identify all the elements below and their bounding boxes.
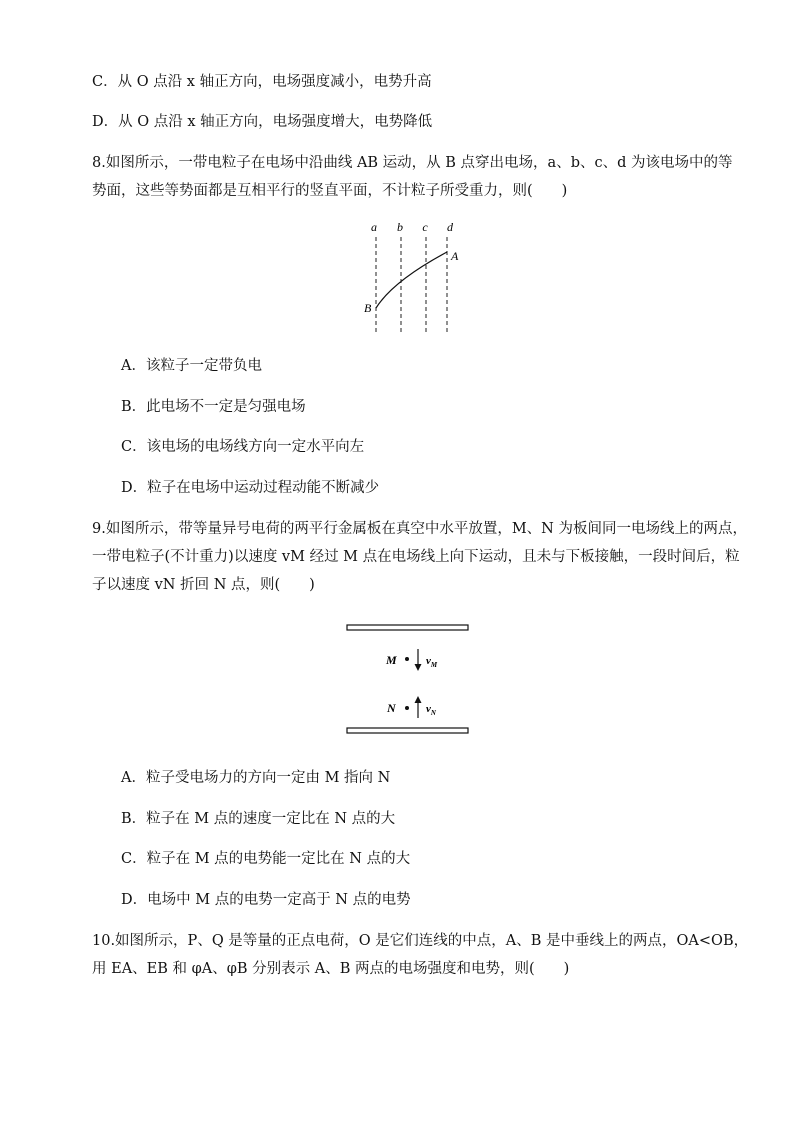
q8-point-a-label: A	[451, 249, 459, 263]
q8-option-c: C．该电场的电场线方向一定水平向左	[121, 439, 365, 455]
q9-stem-line1: 9.如图所示，带等量异号电荷的两平行金属板在真空中水平放置，M、N 为板间同一电场线上的两点，	[92, 521, 747, 537]
q9-vm-label: $v_M$	[426, 655, 438, 669]
q9-option-d: D．电场中 M 点的电势一定高于 N 点的电势	[121, 892, 411, 908]
q8-plane-label-d: d	[447, 220, 453, 234]
q8-plane-label-a: a	[371, 220, 377, 234]
q9-option-c: C．粒子在 M 点的电势能一定比在 N 点的大	[121, 851, 411, 867]
q8-stem-line1: 8.如图所示，一带电粒子在电场中沿曲线 AB 运动，从 B 点穿出电场，a、b、c、d 为该电场中的等	[92, 155, 733, 171]
q9-vn-label: $v_N$	[426, 703, 436, 717]
q9-point-n-label: N	[387, 701, 396, 715]
q9-vm-arrowhead	[415, 664, 422, 671]
q9-upper-plate	[347, 625, 468, 630]
q8-option-b: B．此电场不一定是匀强电场	[121, 399, 306, 415]
q10-stem-line1: 10.如图所示，P、Q 是等量的正点电荷，O 是它们连线的中点，A、B 是中垂线上的两点，OA<OB，	[92, 933, 749, 949]
q9-figure	[340, 620, 475, 740]
q8-trajectory-curve	[376, 252, 447, 308]
q8-plane-label-b: b	[397, 220, 403, 234]
q7-option-d: D．从 O 点沿 x 轴正方向，电场强度增大，电势降低	[92, 114, 433, 130]
q8-point-b-label: B	[364, 301, 372, 315]
q9-point-m-dot	[405, 657, 409, 661]
q8-plane-label-c: c	[422, 220, 428, 234]
q8-stem-line2: 势面，这些等势面都是互相平行的竖直平面，不计粒子所受重力，则( )	[92, 183, 568, 199]
q9-vn-arrowhead	[415, 696, 422, 703]
q9-lower-plate	[347, 728, 468, 733]
q9-option-a: A．粒子受电场力的方向一定由 M 指向 N	[121, 770, 391, 786]
q9-point-m-label: M	[386, 653, 397, 667]
q8-option-a: A．该粒子一定带负电	[121, 358, 262, 374]
q7-option-c: C．从 O 点沿 x 轴正方向，电场强度减小，电势升高	[92, 74, 432, 90]
q9-stem-line2: 一带电粒子(不计重力)以速度 vM 经过 M 点在电场线上向下运动，且未与下板接触，一段时间后，粒	[92, 549, 740, 565]
q8-figure	[355, 215, 465, 340]
q9-option-b: B．粒子在 M 点的速度一定比在 N 点的大	[121, 811, 396, 827]
q9-point-n-dot	[405, 706, 409, 710]
q9-stem-line3: 子以速度 vN 折回 N 点，则( )	[92, 577, 315, 593]
q10-stem-line2: 用 EA、EB 和 φA、φB 分别表示 A、B 两点的电场强度和电势，则( )	[92, 961, 570, 977]
q8-option-d: D．粒子在电场中运动过程动能不断减少	[121, 480, 380, 496]
